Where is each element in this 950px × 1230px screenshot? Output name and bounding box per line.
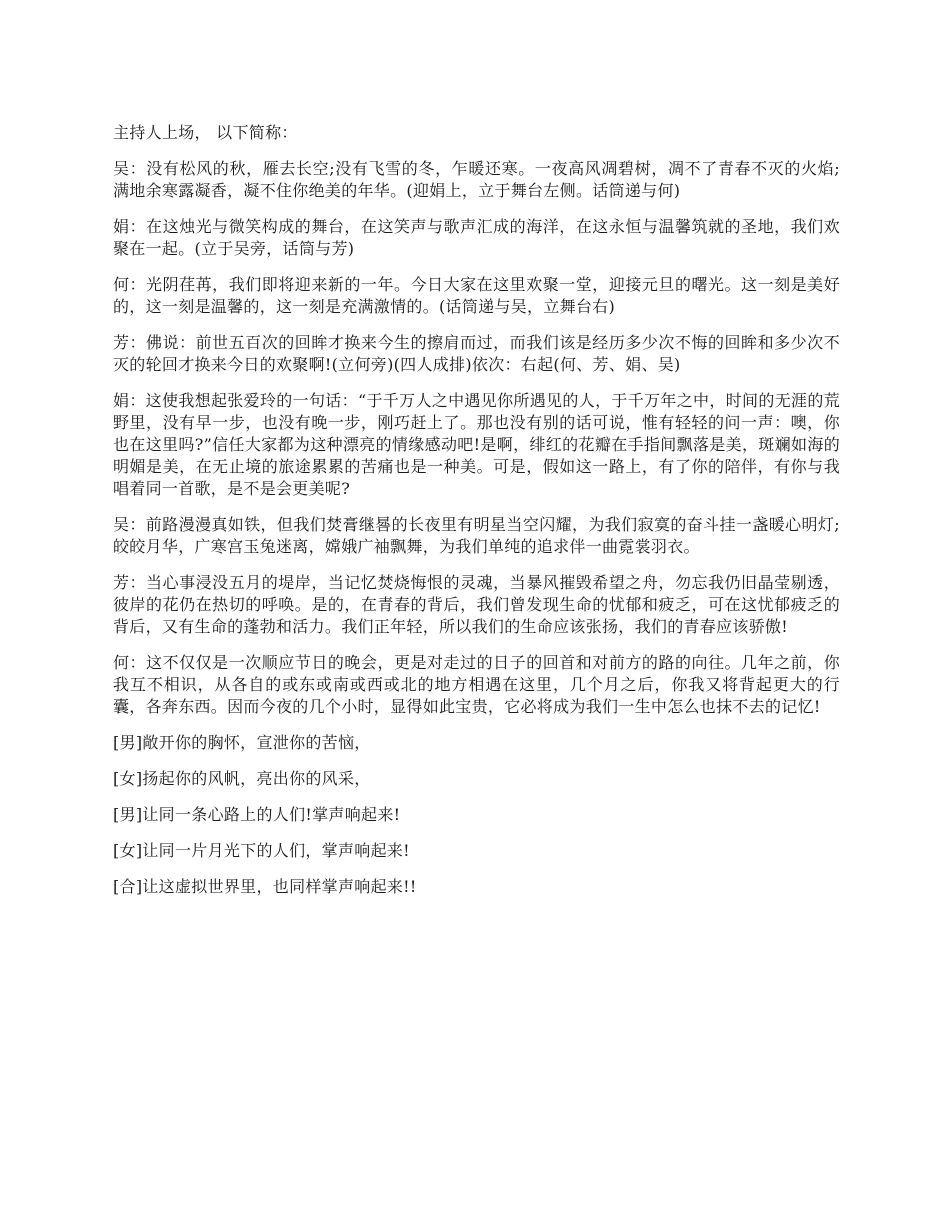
paragraph-fang-2: 芳：当心事浸没五月的堤岸，当记忆焚烧悔恨的灵魂，当暴风摧毁希望之舟，勿忘我仍旧晶莹剔透，彼岸的花仍在热切的呼唤。是的，在青春的背后，我们曾发现生命的忧郁和疲乏，可在这忧郁疲乏的背后，又有生命的蓬勃和活力。我们正年轻，所以我们的生命应该张扬，我们的青春应该骄傲!	[113, 573, 840, 636]
paragraph-male-2: [男]让同一条心路上的人们!掌声响起来!	[113, 805, 401, 824]
paragraph-wu-1: 吴：没有松风的秋，雁去长空;没有飞雪的冬，乍暖还寒。一夜高风凋碧树，凋不了青春不灭的火焰;满地余寒露凝香，凝不住你绝美的年华。(迎娟上，立于舞台左侧。话筒递与何)	[113, 159, 840, 200]
paragraph-juan-2: 娟：这使我想起张爱玲的一句话：“于千万人之中遇见你所遇见的人，于千万年之中，时间的无涯的荒野里，没有早一步，也没有晚一步，刚巧赶上了。那也没有别的话可说，惟有轻轻的问一声：噢，你也在这里吗?”信任大家都为这种漂亮的情缘感动吧!是啊，绯红的花瓣在手指间飘落是美，斑斓如海的明媚是美，在无止境的旅途累累的苦痛也是一种美。可是，假如这一路上，有了你的陪伴，有你与我唱着同一首歌，是不是会更美呢?	[113, 391, 840, 498]
paragraph-fang-1: 芳：佛说：前世五百次的回眸才换来今生的擦肩而过，而我们该是经历多少次不悔的回眸和多少次不灭的轮回才换来今日的欢聚啊!(立何旁)(四人成排)依次：右起(何、芳、娟、吴)	[113, 333, 840, 374]
paragraph-he-1: 何：光阴荏苒，我们即将迎来新的一年。今日大家在这里欢聚一堂，迎接元旦的曙光。这一刻是美好的，这一刻是温馨的，这一刻是充满激情的。(话筒递与吴，立舞台右)	[113, 275, 840, 316]
document-body	[113, 122, 840, 912]
paragraph-intro: 主持人上场， 以下简称：	[113, 123, 298, 142]
paragraph-he-2: 何：这不仅仅是一次顺应节日的晚会，更是对走过的日子的回首和对前方的路的向往。几年之前，你我互不相识，从各自的或东或南或西或北的地方相遇在这里，几个月之后，你我又将背起更大的行囊，各奔东西。因而今夜的几个小时，显得如此宝贵，它必将成为我们一生中怎么也抹不去的记忆!	[113, 653, 840, 716]
paragraph-female-2: [女]让同一片月光下的人们，掌声响起来!	[113, 841, 410, 860]
paragraph-wu-2: 吴：前路漫漫真如铁，但我们焚膏继晷的长夜里有明星当空闪耀，为我们寂寞的奋斗挂一盏暖心明灯;皎皎月华，广寒宫玉兔迷离，嫦娥广袖飘舞，为我们单纯的追求伴一曲霓裳羽衣。	[113, 515, 840, 556]
paragraph-chorus: [合]让这虚拟世界里，也同样掌声响起来!!	[113, 877, 417, 896]
paragraph-male-1: [男]敞开你的胸怀，宣泄你的苦恼，	[113, 733, 371, 752]
paragraph-juan-1: 娟：在这烛光与微笑构成的舞台，在这笑声与歌声汇成的海洋，在这永恒与温馨筑就的圣地，我们欢聚在一起。(立于吴旁，话筒与芳)	[113, 217, 840, 258]
paragraph-female-1: [女]扬起你的风帆，亮出你的风采，	[113, 769, 371, 788]
